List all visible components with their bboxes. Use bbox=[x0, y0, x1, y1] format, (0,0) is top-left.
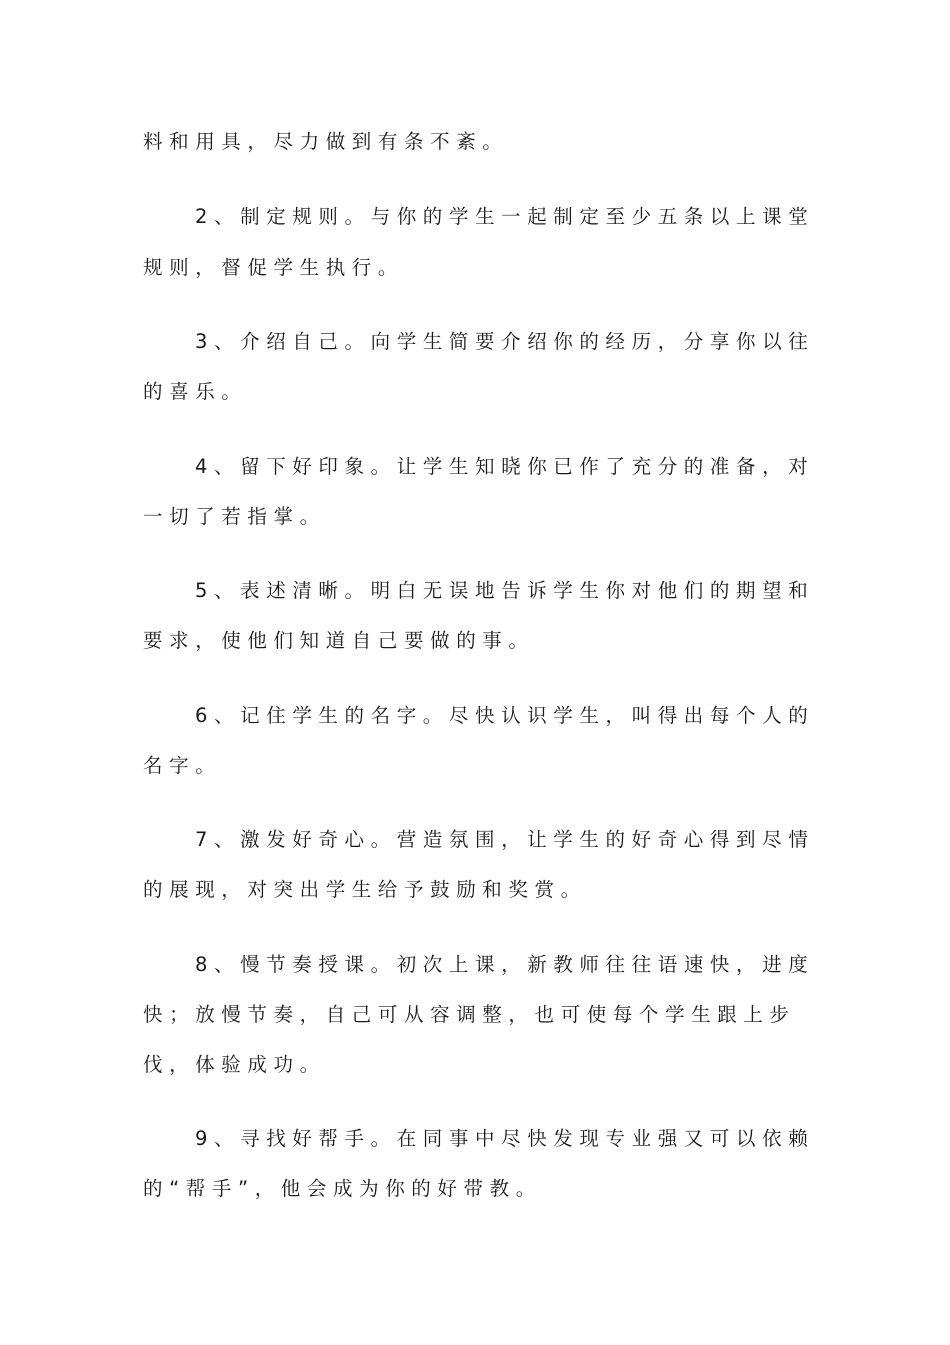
paragraph-6-line-2: 名字。 bbox=[143, 754, 222, 777]
paragraph-5-line-2: 要求，使他们知道自己要做的事。 bbox=[143, 629, 535, 652]
paragraph-3-line-2: 的喜乐。 bbox=[143, 380, 248, 403]
paragraph-6-line-1: 6、记住学生的名字。尽快认识学生，叫得出每个人的 bbox=[195, 704, 815, 727]
paragraph-4-line-2: 一切了若指掌。 bbox=[143, 505, 326, 528]
paragraph-8-line-2: 快；放慢节奏，自己可从容调整，也可使每个学生跟上步 bbox=[143, 1003, 796, 1026]
paragraph-9-line-1: 9、寻找好帮手。在同事中尽快发现专业强又可以依赖 bbox=[195, 1127, 815, 1150]
paragraph-9-line-2: 的“帮手”，他会成为你的好带教。 bbox=[143, 1177, 542, 1200]
paragraph-5-line-1: 5、表述清晰。明白无误地告诉学生你对他们的期望和 bbox=[195, 579, 815, 602]
paragraph-4-line-1: 4、留下好印象。让学生知晓你已作了充分的准备，对 bbox=[195, 455, 815, 478]
paragraph-1-line-1: 料和用具，尽力做到有条不紊。 bbox=[143, 130, 509, 153]
paragraph-8-line-1: 8、慢节奏授课。初次上课，新教师往往语速快，进度 bbox=[195, 953, 815, 976]
paragraph-7-line-2: 的展现，对突出学生给予鼓励和奖赏。 bbox=[143, 878, 587, 901]
paragraph-7-line-1: 7、激发好奇心。营造氛围，让学生的好奇心得到尽情 bbox=[195, 828, 815, 851]
paragraph-8-line-3: 伐，体验成功。 bbox=[143, 1053, 326, 1076]
paragraph-2-line-2: 规则，督促学生执行。 bbox=[143, 256, 405, 279]
paragraph-3-line-1: 3、介绍自己。向学生简要介绍你的经历，分享你以往 bbox=[195, 330, 815, 353]
paragraph-2-line-1: 2、制定规则。与你的学生一起制定至少五条以上课堂 bbox=[195, 205, 815, 228]
